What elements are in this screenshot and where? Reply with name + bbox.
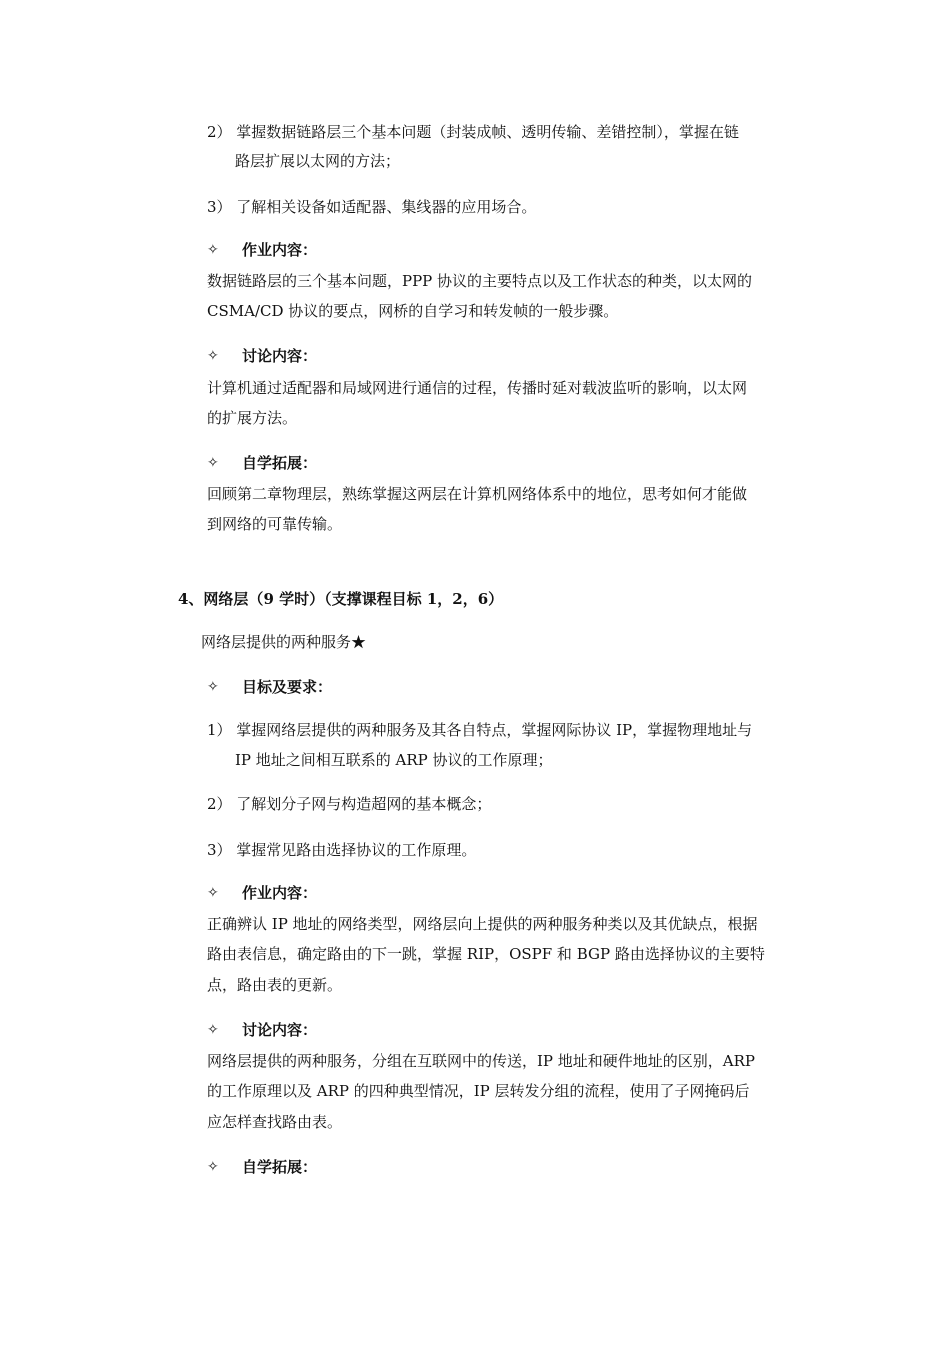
goals-heading: 目标及要求： <box>242 678 333 696</box>
discussion-heading: 讨论内容： <box>242 347 318 365</box>
homework-heading: 作业内容： <box>242 241 318 259</box>
selfstudy-heading: 自学拓展： <box>242 1158 318 1176</box>
goal-item-2-line-1: 2） 掌握数据链路层三个基本问题（封装成帧、透明传输、差错控制），掌握在链 <box>207 123 739 141</box>
selfstudy-line-1: 回顾第二章物理层，熟练掌握这两层在计算机网络体系中的地位，思考如何才能做 <box>207 485 748 503</box>
homework-line-3: 点，路由表的更新。 <box>207 976 343 994</box>
selfstudy-line-2: 到网络的可靠传输。 <box>207 515 343 533</box>
diamond-bullet-icon: ✧ <box>207 242 219 258</box>
goal-item-2-line-2: 路层扩展以太网的方法； <box>235 152 401 170</box>
diamond-bullet-icon: ✧ <box>207 348 219 364</box>
discussion-line-2: 的工作原理以及 ARP 的四种典型情况，IP 层转发分组的流程，使用了子网掩码后 <box>207 1082 750 1100</box>
goal-item-1-line-2: IP 地址之间相互联系的 ARP 协议的工作原理； <box>235 751 553 769</box>
discussion-line-3: 应怎样查找路由表。 <box>207 1113 343 1131</box>
diamond-bullet-icon: ✧ <box>207 679 219 695</box>
section-title: 4、网络层（9 学时）（支撑课程目标 1，2，6） <box>178 590 504 608</box>
discussion-line-1: 网络层提供的两种服务，分组在互联网中的传送，IP 地址和硬件地址的区别，ARP <box>207 1052 756 1070</box>
goal-item-3: 3） 了解相关设备如适配器、集线器的应用场合。 <box>207 198 537 216</box>
section-subtitle: 网络层提供的两种服务★ <box>201 633 367 651</box>
homework-heading: 作业内容： <box>242 884 318 902</box>
discussion-line-2: 的扩展方法。 <box>207 409 298 427</box>
selfstudy-heading: 自学拓展： <box>242 454 318 472</box>
homework-line-2: CSMA/CD 协议的要点，网桥的自学习和转发帧的一般步骤。 <box>207 302 619 320</box>
discussion-heading: 讨论内容： <box>242 1021 318 1039</box>
homework-line-1: 正确辨认 IP 地址的网络类型，网络层向上提供的两种服务种类以及其优缺点，根据 <box>207 915 758 933</box>
diamond-bullet-icon: ✧ <box>207 455 219 471</box>
goal-item-3: 3） 掌握常见路由选择协议的工作原理。 <box>207 841 477 859</box>
homework-line-2: 路由表信息，确定路由的下一跳，掌握 RIP，OSPF 和 BGP 路由选择协议的主要特 <box>207 945 765 963</box>
homework-line-1: 数据链路层的三个基本问题，PPP 协议的主要特点以及工作状态的种类，以太网的 <box>207 272 753 290</box>
discussion-line-1: 计算机通过适配器和局域网进行通信的过程，传播时延对载波监听的影响，以太网 <box>207 379 748 397</box>
goal-item-1-line-1: 1） 掌握网络层提供的两种服务及其各自特点，掌握网际协议 IP，掌握物理地址与 <box>207 721 753 739</box>
diamond-bullet-icon: ✧ <box>207 885 219 901</box>
goal-item-2: 2） 了解划分子网与构造超网的基本概念； <box>207 795 492 813</box>
diamond-bullet-icon: ✧ <box>207 1159 219 1175</box>
diamond-bullet-icon: ✧ <box>207 1022 219 1038</box>
